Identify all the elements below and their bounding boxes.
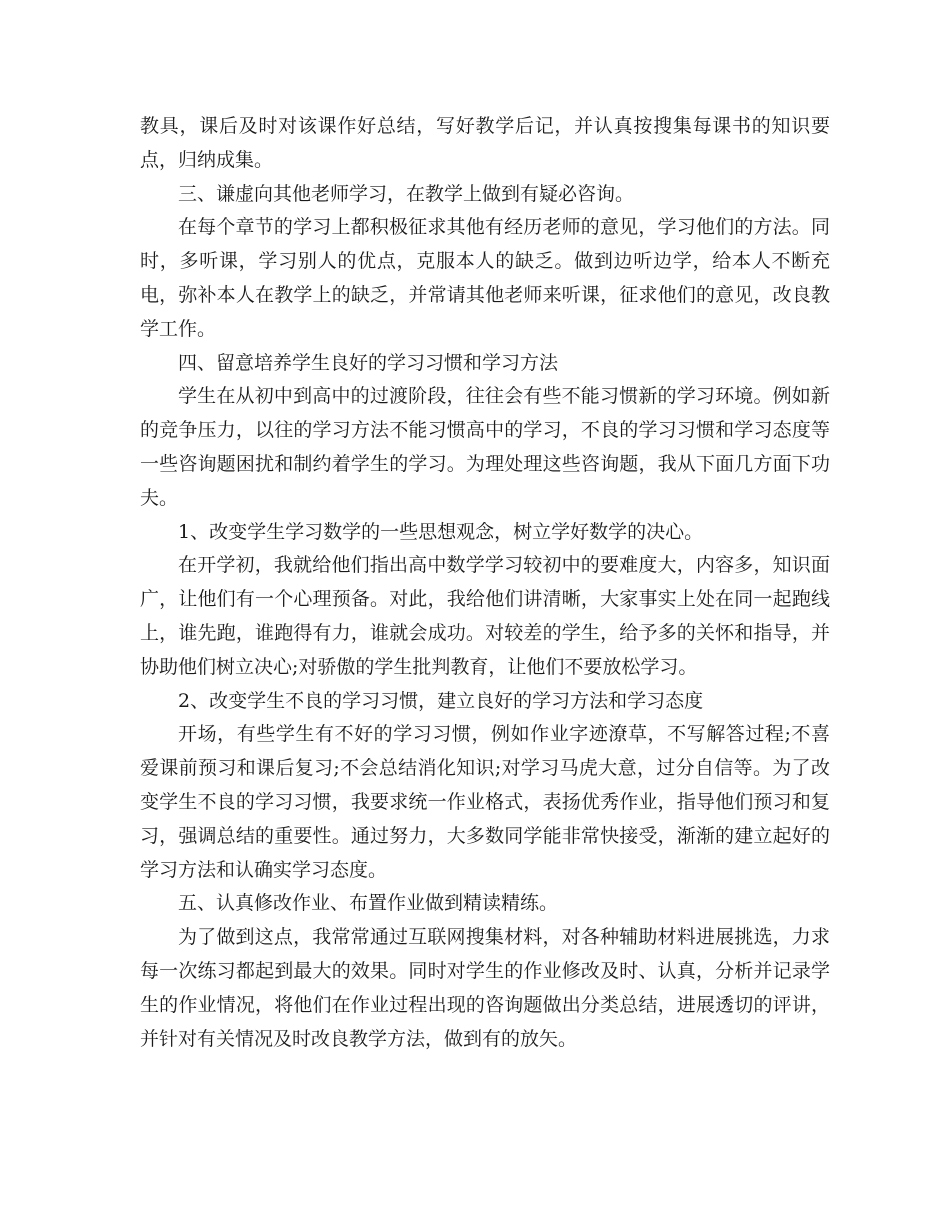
paragraph-teaching-aids: 教具，课后及时对该课作好总结，写好教学后记，并认真按搜集每课书的知识要点，归纳成集。 (140, 115, 830, 171)
document-page (140, 110, 830, 1056)
heading-change-ideas: 1、改变学生学习数学的一些思想观念，树立学好数学的决心。 (178, 520, 704, 543)
heading-learn-from-teachers: 三、谦虚向其他老师学习，在教学上做到有疑必咨询。 (178, 182, 635, 205)
paragraph-learn-from-teachers: 在每个章节的学习上都积极征求其他有经历老师的意见，学习他们的方法。同时，多听课，学习别人的优点，克服本人的缺乏。做到边听边学，给本人不断充电，弥补本人在教学上的缺乏，并常请其他老师来听课，征求他们的意见，改良教学工作。 (140, 216, 830, 340)
paragraph-change-ideas: 在开学初，我就给他们指出高中数学学习较初中的要难度大，内容多，知识面广，让他们有一个心理预备。对此，我给他们讲清晰，大家事实上处在同一起跑线上，谁先跑，谁跑得有力，谁就会成功。对较差的学生，给予多的关怀和指导，并协助他们树立决心;对骄傲的学生批判教育，让他们不要放松学习。 (140, 554, 830, 678)
heading-change-habits: 2、改变学生不良的学习习惯，建立良好的学习方法和学习态度 (178, 689, 704, 712)
heading-study-habits: 四、留意培养学生良好的学习习惯和学习方法 (178, 351, 559, 374)
heading-homework: 五、认真修改作业、布置作业做到精读精练。 (178, 892, 559, 915)
paragraph-homework: 为了做到这点，我常常通过互联网搜集材料，对各种辅助材料进展挑选，力求每一次练习都起到最大的效果。同时对学生的作业修改及时、认真，分析并记录学生的作业情况，将他们在作业过程出现的咨询题做出分类总结，进展透切的评讲，并针对有关情况及时改良教学方法，做到有的放矢。 (140, 926, 830, 1050)
paragraph-study-habits: 学生在从初中到高中的过渡阶段，往往会有些不能习惯新的学习环境。例如新的竞争压力，以往的学习方法不能习惯高中的学习，不良的学习习惯和学习态度等一些咨询题困扰和制约着学生的学习。为理处理这些咨询题，我从下面几方面下功夫。 (140, 385, 830, 509)
paragraph-change-habits: 开场，有些学生有不好的学习习惯，例如作业字迹潦草，不写解答过程;不喜爱课前预习和课后复习;不会总结消化知识;对学习马虎大意，过分自信等。为了改变学生不良的学习习惯，我要求统一作业格式，表扬优秀作业，指导他们预习和复习，强调总结的重要性。通过努力，大多数同学能非常快接受，渐渐的建立起好的学习方法和认确实学习态度。 (140, 723, 830, 881)
